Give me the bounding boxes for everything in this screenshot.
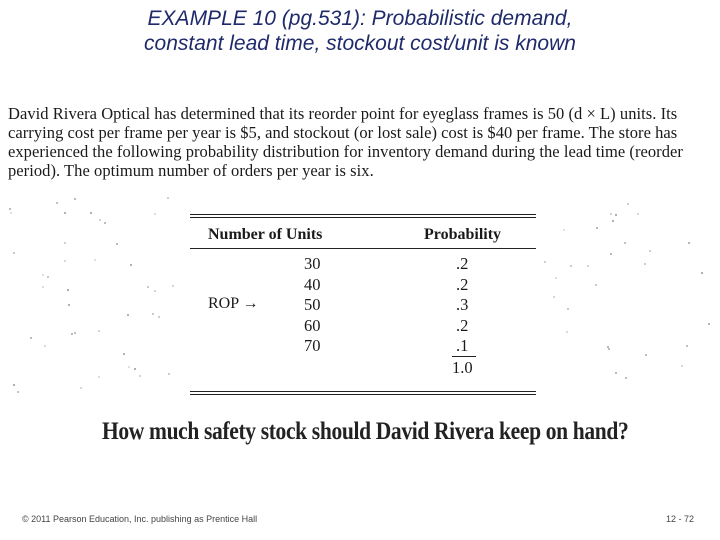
scan-speck bbox=[67, 289, 69, 291]
scan-speck bbox=[607, 346, 609, 348]
table-rule bbox=[190, 391, 536, 392]
scan-speck bbox=[10, 212, 12, 214]
scan-speck bbox=[98, 376, 100, 378]
scan-speck bbox=[625, 377, 627, 379]
scan-speck bbox=[90, 212, 92, 214]
scan-speck bbox=[637, 213, 639, 215]
scan-speck bbox=[701, 272, 703, 274]
probability-column bbox=[456, 254, 468, 357]
scan-speck bbox=[615, 372, 617, 374]
scan-speck bbox=[127, 314, 129, 316]
scan-speck bbox=[71, 333, 73, 335]
title-line-2: constant lead time, stockout cost/unit is known bbox=[144, 32, 576, 55]
rop-label: ROP → bbox=[208, 295, 259, 312]
scan-speck bbox=[104, 222, 106, 224]
scan-speck bbox=[13, 384, 15, 386]
sum-rule bbox=[452, 356, 476, 357]
problem-statement bbox=[8, 104, 714, 180]
slide-title bbox=[0, 6, 720, 56]
scan-speck bbox=[74, 332, 76, 334]
problem-line: experienced the following probability distribution for inventory demand during the lead time (reorder bbox=[8, 142, 683, 161]
scan-speck bbox=[644, 263, 646, 265]
units-cell: 30 bbox=[304, 254, 321, 273]
scan-speck bbox=[42, 286, 44, 288]
scan-speck bbox=[686, 345, 688, 347]
scan-speck bbox=[567, 308, 569, 310]
scan-speck bbox=[708, 323, 710, 325]
scan-speck bbox=[544, 261, 546, 263]
scan-speck bbox=[563, 229, 565, 231]
scan-speck bbox=[610, 253, 612, 255]
scan-speck bbox=[30, 337, 32, 339]
scan-speck bbox=[74, 198, 76, 200]
scan-speck bbox=[608, 348, 610, 350]
scan-speck bbox=[68, 304, 70, 306]
demand-distribution-table bbox=[190, 214, 536, 394]
scan-speck bbox=[612, 220, 614, 222]
scan-speck bbox=[158, 316, 160, 318]
scan-speck bbox=[566, 331, 568, 333]
scan-speck bbox=[615, 214, 617, 216]
probability-cell: .3 bbox=[456, 295, 469, 314]
scan-speck bbox=[154, 290, 156, 292]
scan-speck bbox=[681, 365, 683, 367]
table-rule bbox=[190, 217, 536, 218]
scan-speck bbox=[596, 227, 598, 229]
scan-speck bbox=[610, 213, 612, 215]
scan-speck bbox=[64, 260, 66, 262]
scan-speck bbox=[64, 212, 66, 214]
scan-speck bbox=[42, 274, 44, 276]
header-number-of-units: Number of Units bbox=[208, 226, 323, 243]
scan-speck bbox=[99, 219, 101, 221]
question-text: How much safety stock should David Rivera keep on hand? bbox=[102, 418, 629, 445]
header-probability: Probability bbox=[424, 226, 502, 243]
footer-copyright: © 2011 Pearson Education, Inc. publishing as Prentice Hall bbox=[22, 514, 258, 524]
scan-speck bbox=[98, 330, 100, 332]
scan-speck bbox=[649, 250, 651, 252]
scan-speck bbox=[116, 243, 118, 245]
scan-speck bbox=[128, 366, 130, 368]
problem-line: David Rivera Optical has determined that its reorder point for eyeglass frames is 50 (d × L) units. Its bbox=[8, 104, 678, 123]
table-rule bbox=[190, 214, 536, 215]
scan-speck bbox=[130, 264, 132, 266]
scan-speck bbox=[80, 387, 82, 389]
scan-speck bbox=[147, 286, 149, 288]
units-cell: 70 bbox=[304, 336, 321, 355]
title-line-1: EXAMPLE 10 (pg.531): Probabilistic demand, bbox=[147, 7, 573, 30]
scan-speck bbox=[94, 259, 96, 261]
scan-speck bbox=[154, 213, 156, 215]
scan-speck bbox=[645, 354, 647, 356]
probability-total: 1.0 bbox=[452, 358, 473, 377]
scan-speck bbox=[624, 242, 626, 244]
scan-speck bbox=[64, 242, 66, 244]
scan-speck bbox=[172, 285, 174, 287]
scan-speck bbox=[139, 375, 141, 377]
problem-line: carrying cost per frame per year is $5, and stockout (or lost sale) cost is $40 per frame. The store has bbox=[8, 123, 678, 142]
scan-speck bbox=[44, 345, 46, 347]
scan-speck bbox=[587, 265, 589, 267]
table-rule bbox=[190, 248, 536, 249]
scan-speck bbox=[555, 277, 557, 279]
scan-speck bbox=[167, 197, 169, 199]
units-cell: 50 bbox=[304, 295, 321, 314]
scan-speck bbox=[9, 208, 11, 210]
probability-cell: .1 bbox=[456, 336, 469, 355]
scan-speck bbox=[123, 353, 125, 355]
scan-speck bbox=[688, 242, 690, 244]
units-column bbox=[304, 254, 321, 357]
units-cell: 60 bbox=[304, 315, 321, 335]
scan-speck bbox=[47, 276, 49, 278]
scan-speck bbox=[152, 313, 154, 315]
probability-cell: .2 bbox=[456, 315, 469, 335]
scan-speck bbox=[56, 202, 58, 204]
scan-speck bbox=[168, 373, 170, 375]
scan-speck bbox=[134, 368, 136, 370]
scan-speck bbox=[13, 252, 15, 254]
units-cell: 40 bbox=[304, 274, 321, 294]
scan-speck bbox=[627, 203, 629, 205]
probability-cell: .2 bbox=[456, 274, 469, 294]
scan-speck bbox=[17, 391, 19, 393]
scan-speck bbox=[595, 284, 597, 286]
scan-speck bbox=[553, 296, 555, 298]
scan-speck bbox=[570, 265, 572, 267]
table-rule bbox=[190, 394, 536, 395]
problem-line: period). The optimum number of orders per year is six. bbox=[8, 161, 374, 180]
scanned-excerpt bbox=[4, 96, 718, 474]
probability-cell: .2 bbox=[456, 254, 469, 273]
page-number: 12 - 72 bbox=[666, 514, 695, 524]
